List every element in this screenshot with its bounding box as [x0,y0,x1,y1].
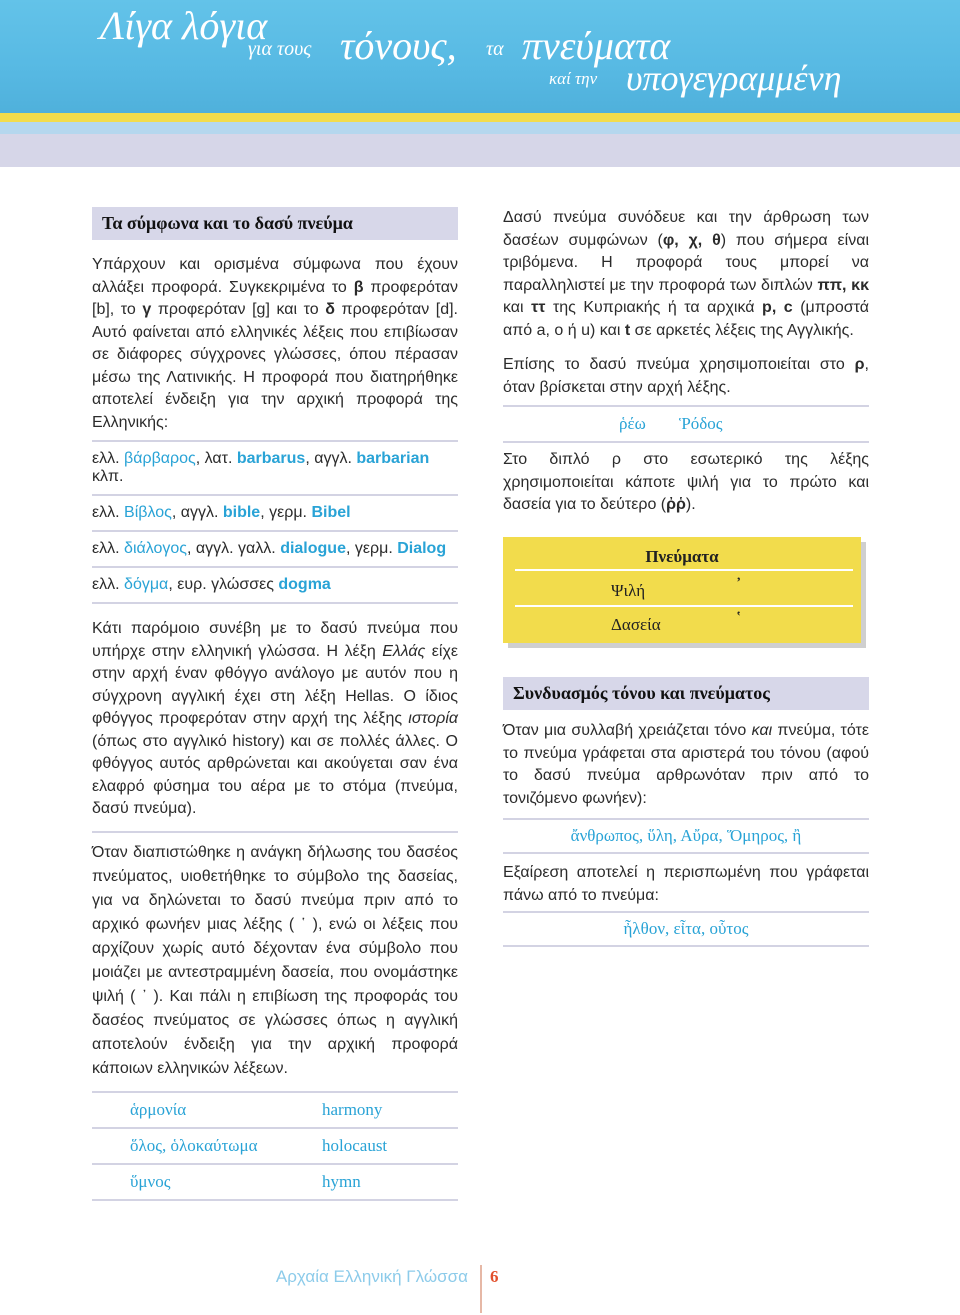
rho-examples [503,405,869,443]
breathings-box-title: Πνεύματα [645,547,719,566]
breathing-symbol: ῾ [735,607,743,632]
rho-example-row: ῥέω Ῥόδος [619,414,723,433]
example-row: ελλ. διάλογος, αγγλ. γαλλ. dialogue, γερμ. Dialog [92,532,458,568]
example-row: ελλ. βάρβαρος, λατ. barbarus, αγγλ. barbarian κλπ. [92,442,458,496]
breathing-symbol: ᾿ [735,573,743,598]
left-column [92,207,458,1201]
paragraph-consonants: Υπάρχουν και ορισμένα σύμφωνα που έχουν αλλάξει προφορά. Συγκεκριμένα το β προφερόταν [b], το γ προφερόταν [g] και το δ προφερόταν [d]. Αυτό φαίνεται από ελληνικές λέξεις που επιβίωσαν σε διάφορες σύγχρονες γλώσσες, όπου πέρασαν μέσω της Λατινικής. Η προφορά που διατηρήθηκε αποτελεί ένδειξη για την αρχική προφορά της Ελληνικής: [92,256,459,431]
paragraph-accent-breathing: Όταν μια συλλαβή χρειάζεται τόνο και πνεύμα, τότε το πνεύμα γράφεται στα αριστερά του τόνου (αφού το δασύ πνεύμα αρθρωνόταν πριν από το τονιζόμενο φωνήεν): [503,722,870,807]
word-pair-row: ὕμνος hymn [92,1165,458,1201]
paragraph-circumflex-exception: Εξαίρεση αποτελεί η περισπωμένη που γράφεται πάνω από το πνεύμα: [503,864,869,904]
example-row: ελλ. δόγμα, ευρ. γλώσσες dogma [92,568,458,604]
paragraph-rough-breathing: Κάτι παρόμοιο συνέβη με το δασύ πνεύμα που υπήρχε στην ελληνική γλώσσα. Η λέξη Ελλάς είχε στην αρχή έναν φθόγγο ανάλογο με αυτόν που η σύγχρονη αγγλική έχει στη λέξη Hellas. Ο ίδιος φθόγγος προφερόταν στην αρχή της λέξης ιστορία (όπως στο αγγλικό history) και σε πολλές άλλες. Ο φθόγγος αυτός αρθρώνεται και ακούγεται σαν ένα ελαφρό φύσημα του αέρα με το στόμα (πνεύμα, δασύ πνεύμα). [92,620,459,817]
example-circumflex: ἦλθον, εἶτα, οὗτος [503,911,869,947]
header-title-5: πνεύματα [522,23,671,68]
example-accent-breathing: ἄνθρωπος, ὕλη, Αὔρα, Ὅμηρος, ἢ [503,818,869,854]
word-pair-row: ὅλος, ὁλοκαύτωμα holocaust [92,1129,458,1165]
header-title-1: Λίγα λόγια [100,3,268,48]
page-footer [0,1265,960,1295]
breathing-name: Ψιλή [611,581,646,600]
header-title-7: υπογεγραμμένη [626,58,842,98]
paragraph-double-rho: Στο διπλό ρ στο εσωτερικό της λέξης χρησιμοποιείται κάποτε ψιλή για το πρώτο και δασεία για το δεύτερο (ῤῥ). [503,451,869,513]
footer-separator [480,1265,482,1313]
paragraph-symbol-origin: Όταν διαπιστώθηκε η ανάγκη δήλωσης του δασέος πνεύματος, υιοθετήθηκε το σύμβολο της δασείας, για να δηλώνεται το δασύ πνεύμα πριν από το αρχικό φωνήεν μιας λέξης ( ῾ ), ενώ οι λέξεις που αρχίζουν χωρίς αυτό δέχονταν ένα σύμβολο που μοιάζει με αντεστραμμένη δασεία, που ονομάστηκε ψιλή ( ᾿ ). Και πάλι η επιβίωση της προφοράς του δασέος πνεύματος σε γλώσσες όπως η αγγλική αποτελούν ένδειξη για την αρχική προφορά κάποιων ελληνικών λέξεων. [92,843,458,1077]
example-list [92,440,458,604]
footer-title: Αρχαία Ελληνική Γλώσσα [275,1267,468,1286]
paragraph-symbol-origin-wrap [92,831,458,1081]
paragraph-rho: Επίσης το δασύ πνεύμα χρησιμοποιείται στο ρ, όταν βρίσκεται στην αρχή λέξης. [503,356,869,396]
section-heading-accent-breathing: Συνδυασμός τόνου και πνεύματος [503,677,869,710]
header-title-4: τα [486,38,504,60]
page-header [0,0,960,115]
header-title-6: καί την [549,69,598,88]
example-row: ελλ. Βίβλος, αγγλ. bible, γερμ. Bibel [92,496,458,532]
header-stripes [0,113,960,167]
right-column [503,207,869,517]
breathing-name: Δασεία [611,615,661,634]
word-pairs [92,1091,458,1201]
paragraph-aspirated-consonants: Δασύ πνεύμα συνόδευε και την άρθρωση των δασέων συμφώνων (φ, χ, θ) που σήμερα είναι τριβόμενα. Η προφορά τους μπορεί να παραλληλιστεί με την προφορά των διπλών ππ, κκ και ττ της Κυπριακής ή τα αρχικά p, c (μπροστά από a, o ή u) και t σε αρκετές λέξεις της Αγγλικής. [503,209,870,339]
header-title-2: για τους [248,38,312,60]
page-number: 6 [490,1267,499,1286]
breathings-box [503,537,861,643]
header-title-3: τόνους, [340,23,457,68]
right-column-lower [503,677,869,947]
section-heading-consonants: Τα σύμφωνα και το δασύ πνεύμα [92,207,458,240]
word-pair-row: ἁρμονία harmony [92,1093,458,1129]
